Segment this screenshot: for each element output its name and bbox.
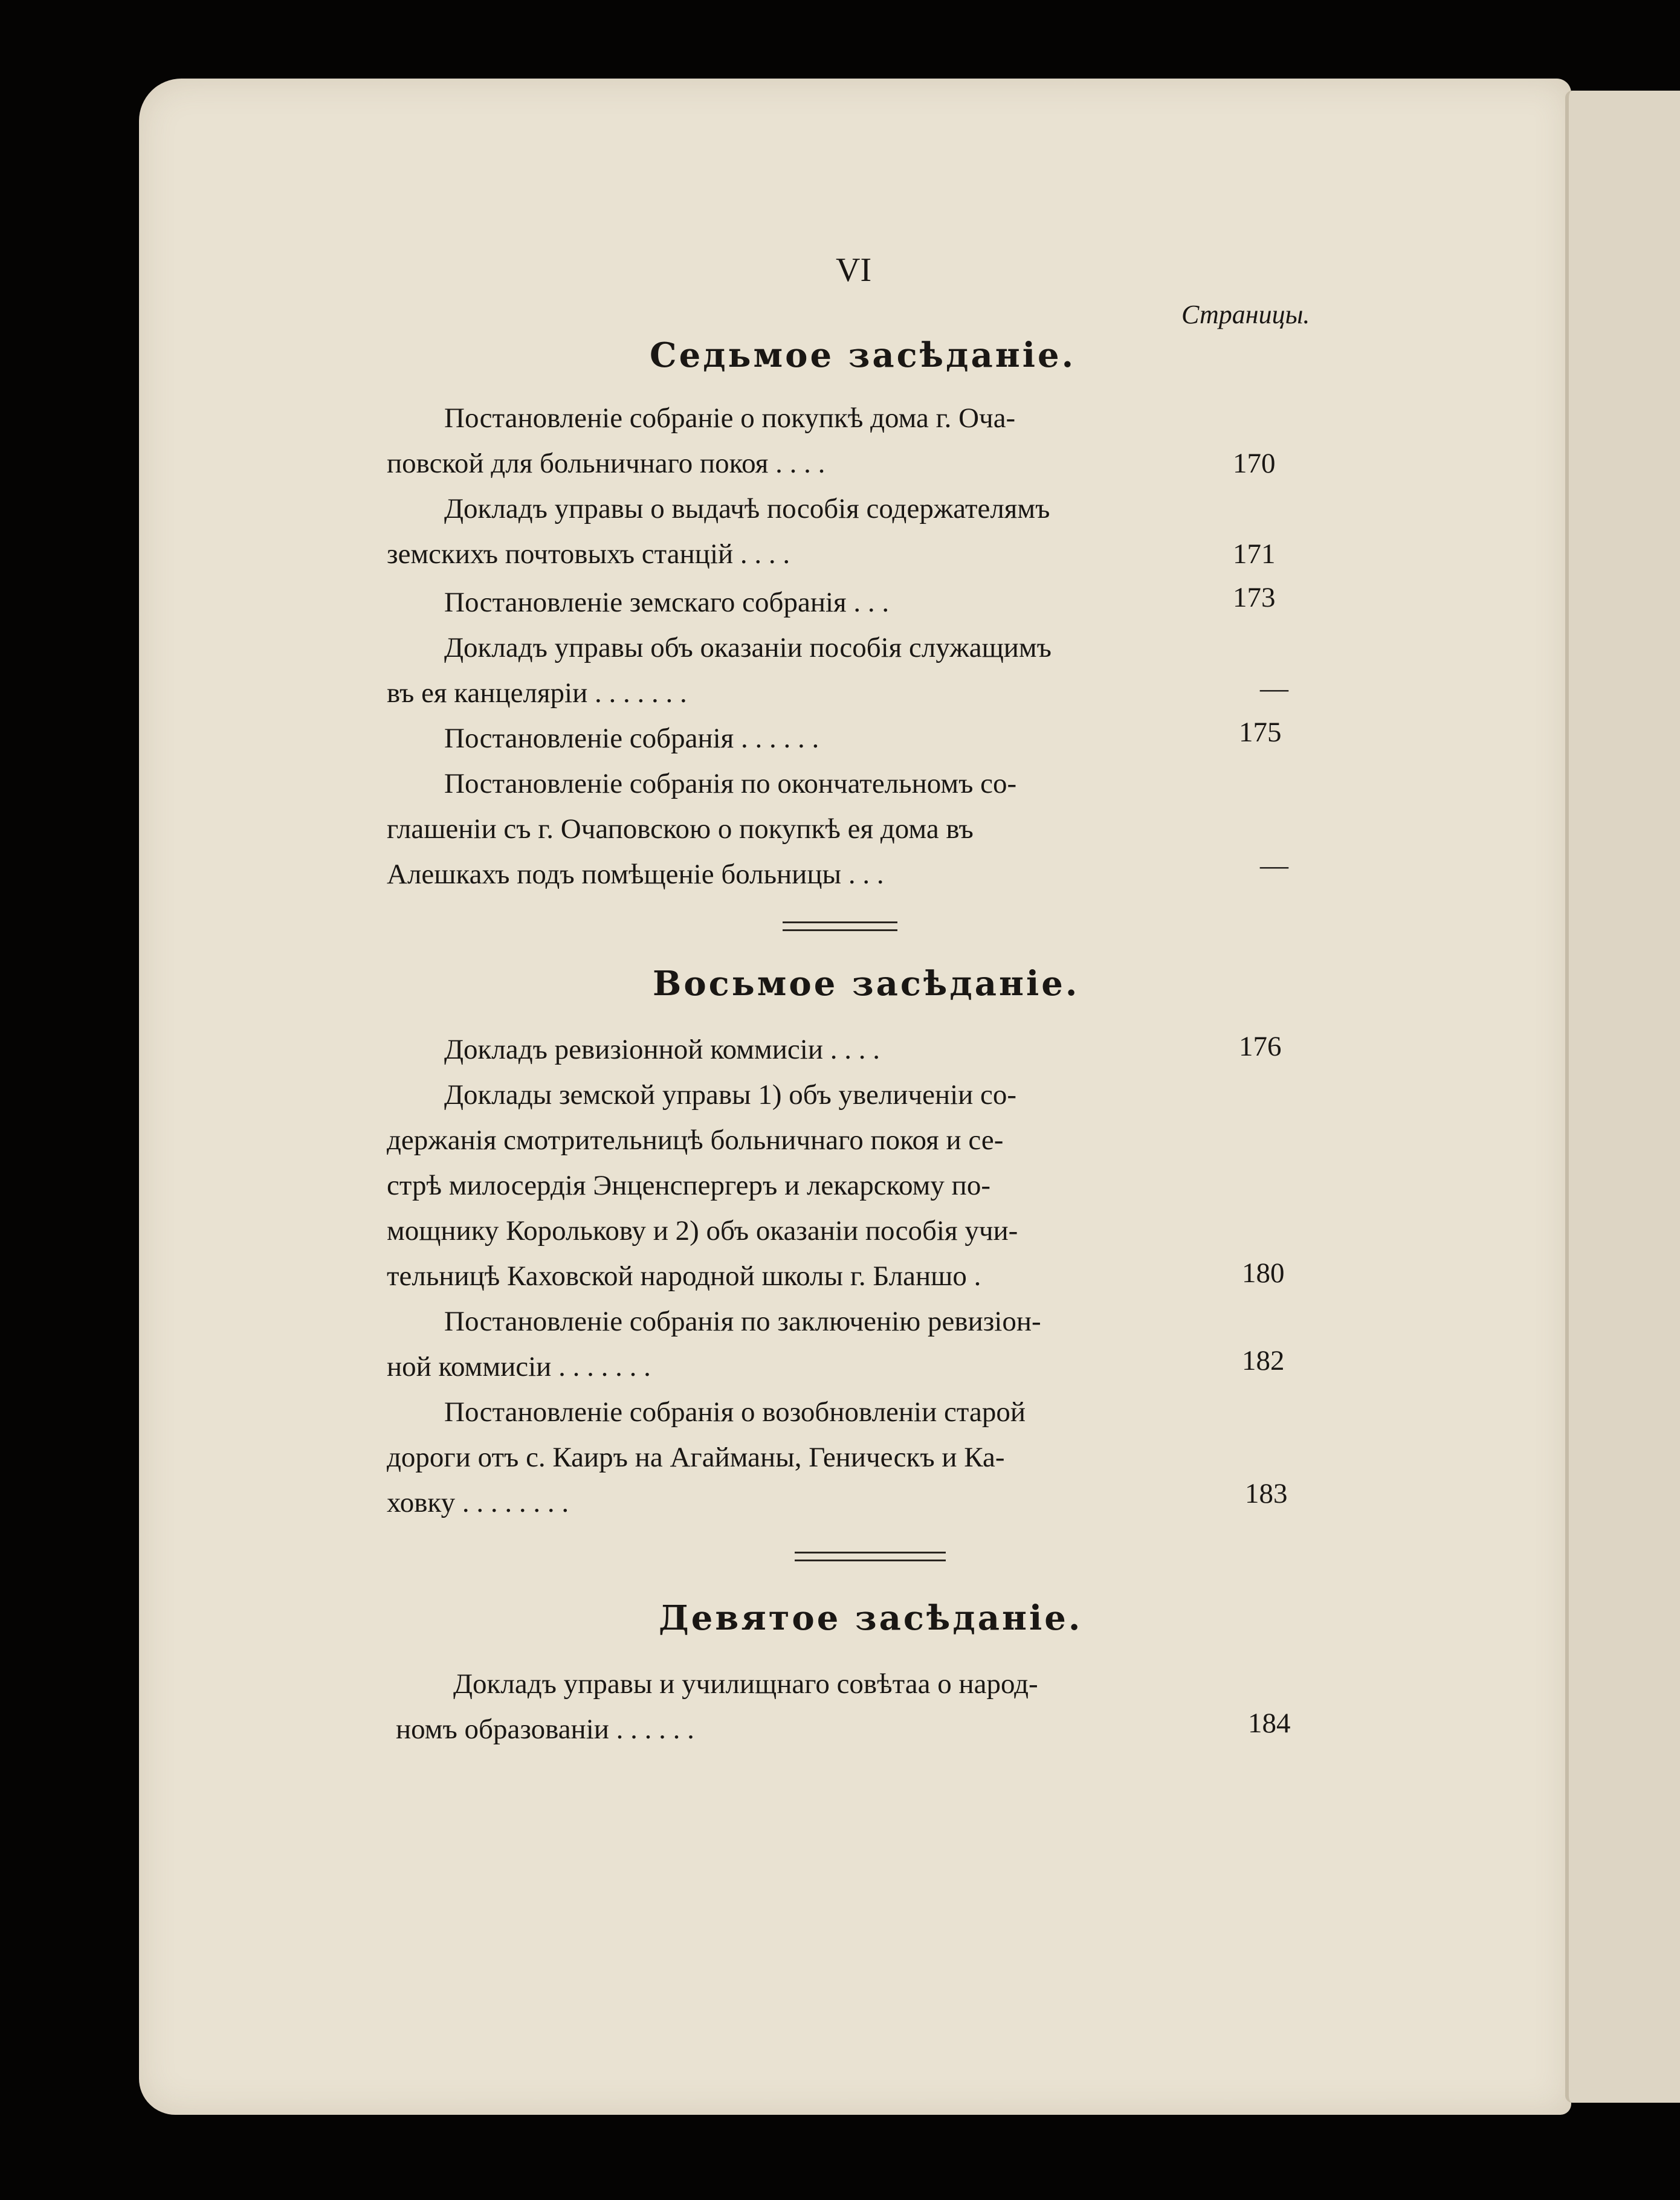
entry-line: Докладъ ревизіонной коммисіи . . . . (444, 1034, 880, 1065)
entry-line: тельницѣ Каховской народной школы г. Бланшо . (387, 1260, 981, 1292)
entry-line: держанія смотрительницѣ больничнаго покоя и се- (387, 1124, 1004, 1156)
entry-page-number: 183 (1245, 1478, 1288, 1509)
entry-line: повской для больничнаго покоя . . . . (387, 448, 825, 479)
entry-page-number: 170 (1233, 448, 1276, 479)
entry-page-number: 175 (1239, 717, 1282, 748)
entry-line: мощнику Королькову и 2) объ оказаніи пособія учи- (387, 1215, 1018, 1247)
section-heading: Девятое засѣданіе. (659, 1598, 1083, 1638)
entry-line: ной коммисіи . . . . . . . (387, 1351, 651, 1382)
entry-page-number: — (1260, 850, 1288, 881)
entry-line: Постановленіе собранія по заключенію ревизіон- (444, 1306, 1041, 1337)
entry-line: дороги отъ с. Каиръ на Агайманы, Геническъ и Ка- (387, 1442, 1005, 1473)
section-divider (795, 1552, 946, 1561)
section-heading: Восьмое засѣданіе. (653, 964, 1080, 1004)
entry-page-number: 180 (1242, 1257, 1285, 1289)
entry-line: Докладъ управы объ оказаніи пособія служащимъ (444, 632, 1052, 663)
entry-page-number: 176 (1239, 1031, 1282, 1062)
entry-line: Постановленіе земскаго собранія . . . (444, 587, 890, 618)
entry-line: въ ея канцеляріи . . . . . . . (387, 677, 687, 709)
entry-line: земскихъ почтовыхъ станцій . . . . (387, 538, 790, 570)
entry-line: глашеніи съ г. Очаповскою о покупкѣ ея дома въ (387, 813, 974, 845)
section-heading: Седьмое засѣданіе. (650, 335, 1076, 375)
page-number: VI (836, 251, 872, 289)
entry-page-number: 182 (1242, 1345, 1285, 1376)
facing-page-edge (1565, 91, 1680, 2103)
entry-page-number: 171 (1233, 538, 1276, 570)
entry-page-number: 184 (1248, 1708, 1291, 1739)
entry-line: Алешкахъ подъ помѣщеніе больницы . . . (387, 859, 884, 890)
entry-line: Постановленіе собранія . . . . . . (444, 723, 819, 754)
entry-line: стрѣ милосердія Энценспергеръ и лекарскому по- (387, 1170, 990, 1201)
entry-line: Постановленіе собранія о возобновленіи старой (444, 1396, 1026, 1428)
entry-line: Постановленіе собранія по окончательномъ со- (444, 768, 1017, 799)
entry-page-number: — (1260, 673, 1288, 704)
pages-column-header: Страницы. (1181, 300, 1310, 329)
entry-line: Доклады земской управы 1) объ увеличеніи со- (444, 1079, 1017, 1111)
entry-line: номъ образованіи . . . . . . (396, 1714, 694, 1745)
entry-line: ховку . . . . . . . . (387, 1487, 569, 1518)
entry-line: Докладъ управы и училищнаго совѣтаа о народ- (453, 1668, 1038, 1700)
entry-line: Докладъ управы о выдачѣ пособія содержателямъ (444, 493, 1050, 524)
entry-page-number: 173 (1233, 582, 1276, 613)
entry-line: Постановленіе собраніе о покупкѣ дома г. Оча- (444, 402, 1016, 434)
section-divider (783, 921, 897, 931)
